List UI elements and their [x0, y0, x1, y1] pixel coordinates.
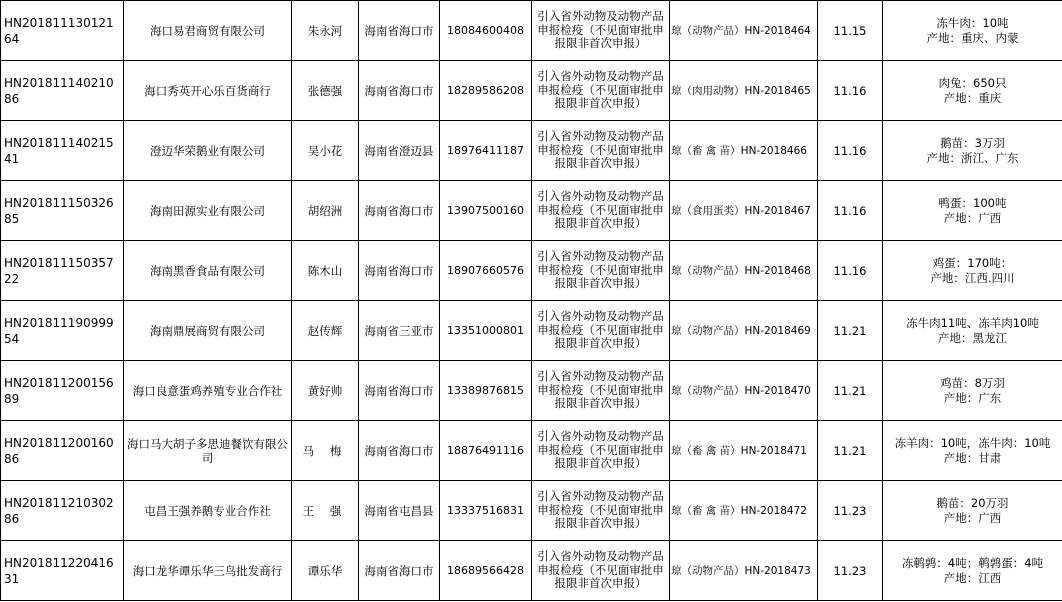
location-cell: 海南省海口市 — [359, 61, 440, 121]
contact-person-cell: 张德强 — [292, 61, 359, 121]
phone-cell: 18289586208 — [440, 61, 532, 121]
record-id-cell: HN201811200160 86 — [1, 421, 124, 481]
product-origin: 产地：广东 — [943, 390, 1002, 405]
certificate-number-cell: 琼（畜 禽 苗）HN-2018471 — [670, 421, 818, 481]
certificate-number-cell: 琼（食用蛋类）HN-2018467 — [670, 181, 818, 241]
company-name-cell: 海南黑香食品有限公司 — [124, 241, 292, 301]
contact-person-cell: 朱永河 — [292, 1, 359, 61]
table-row — [1, 121, 1062, 181]
certificate-number-cell: 琼（畜 禽 苗）HN-2018472 — [670, 481, 818, 541]
phone-cell: 18907660576 — [440, 241, 532, 301]
company-name-cell: 海口良意蛋鸡养殖专业合作社 — [124, 361, 292, 421]
product-cell — [883, 121, 1062, 181]
date-cell: 11.16 — [818, 121, 883, 181]
product-cell — [883, 61, 1062, 121]
phone-cell: 13351000801 — [440, 301, 532, 361]
date-cell: 11.15 — [818, 1, 883, 61]
table-row — [1, 1, 1062, 61]
application-type-cell: 引入省外动物及动物产品申报检疫（不见面审批申报限非首次申报） — [532, 541, 670, 601]
location-cell: 海南省海口市 — [359, 181, 440, 241]
product-quantity: 鹅苗：3万羽 — [940, 135, 1005, 150]
date-cell: 11.16 — [818, 181, 883, 241]
product-origin: 产地：江西 — [943, 570, 1002, 585]
table-row — [1, 421, 1062, 481]
table-row — [1, 241, 1062, 301]
application-type-cell: 引入省外动物及动物产品申报检疫（不见面审批申报限非首次申报） — [532, 421, 670, 481]
product-origin: 产地：广西 — [943, 510, 1002, 525]
product-quantity: 鹅苗：20万羽 — [936, 495, 1009, 510]
table-row — [1, 181, 1062, 241]
application-type-cell: 引入省外动物及动物产品申报检疫（不见面审批申报限非首次申报） — [532, 241, 670, 301]
certificate-number-cell: 琼（动物产品）HN-2018464 — [670, 1, 818, 61]
location-cell: 海南省海口市 — [359, 541, 440, 601]
contact-person-cell: 王 强 — [292, 481, 359, 541]
date-cell: 11.23 — [818, 481, 883, 541]
certificate-number-cell: 琼（动物产品）HN-2018468 — [670, 241, 818, 301]
date-cell: 11.16 — [818, 241, 883, 301]
product-quantity: 冻鹌鹑：4吨；鹌鹑蛋：4吨 — [901, 555, 1044, 570]
product-origin: 产地：浙江、广东 — [926, 150, 1019, 165]
product-quantity: 鸭蛋：100吨 — [938, 195, 1007, 210]
product-quantity: 肉兔：650只 — [938, 75, 1007, 90]
company-name-cell: 海口马大胡子多思迪餐饮有限公司 — [124, 421, 292, 481]
record-id-cell: HN201811220416 31 — [1, 541, 124, 601]
contact-person-cell: 陈木山 — [292, 241, 359, 301]
company-name-cell: 海南鼎展商贸有限公司 — [124, 301, 292, 361]
certificate-number-cell: 琼（肉用动物）HN-2018465 — [670, 61, 818, 121]
contact-person-cell: 赵传辉 — [292, 301, 359, 361]
contact-person-cell: 吴小花 — [292, 121, 359, 181]
product-cell — [883, 301, 1062, 361]
table-row — [1, 61, 1062, 121]
certificate-number-cell: 琼（动物产品）HN-2018470 — [670, 361, 818, 421]
product-cell — [883, 541, 1062, 601]
company-name-cell: 海口龙华谭乐华三鸟批发商行 — [124, 541, 292, 601]
application-type-cell: 引入省外动物及动物产品申报检疫（不见面审批申报限非首次申报） — [532, 301, 670, 361]
application-type-cell: 引入省外动物及动物产品申报检疫（不见面审批申报限非首次申报） — [532, 61, 670, 121]
product-cell — [883, 1, 1062, 61]
product-origin: 产地：重庆、内蒙 — [926, 30, 1019, 45]
location-cell: 海南省海口市 — [359, 241, 440, 301]
application-type-cell: 引入省外动物及动物产品申报检疫（不见面审批申报限非首次申报） — [532, 181, 670, 241]
certificate-number-cell: 琼（动物产品）HN-2018469 — [670, 301, 818, 361]
product-cell — [883, 481, 1062, 541]
company-name-cell: 海口秀英开心乐百货商行 — [124, 61, 292, 121]
application-type-cell: 引入省外动物及动物产品申报检疫（不见面审批申报限非首次申报） — [532, 481, 670, 541]
certificate-number-cell: 琼（畜 禽 苗）HN-2018466 — [670, 121, 818, 181]
application-type-cell: 引入省外动物及动物产品申报检疫（不见面审批申报限非首次申报） — [532, 121, 670, 181]
table-row — [1, 481, 1062, 541]
phone-cell: 18689566428 — [440, 541, 532, 601]
phone-cell: 18876491116 — [440, 421, 532, 481]
record-id-cell: HN201811210302 86 — [1, 481, 124, 541]
certificate-number-cell: 琼（动物产品）HN-2018473 — [670, 541, 818, 601]
product-origin: 产地：黑龙江 — [938, 330, 1007, 345]
location-cell: 海南省海口市 — [359, 1, 440, 61]
product-quantity: 鸡苗：8万羽 — [940, 375, 1005, 390]
phone-cell: 13337516831 — [440, 481, 532, 541]
date-cell: 11.21 — [818, 421, 883, 481]
product-cell — [883, 181, 1062, 241]
contact-person-cell: 胡绍洲 — [292, 181, 359, 241]
application-type-cell: 引入省外动物及动物产品申报检疫（不见面审批申报限非首次申报） — [532, 361, 670, 421]
location-cell: 海南省澄迈县 — [359, 121, 440, 181]
product-quantity: 鸡蛋：170吨： — [932, 255, 1013, 270]
record-id-cell: HN201811130121 64 — [1, 1, 124, 61]
contact-person-cell: 谭乐华 — [292, 541, 359, 601]
record-id-cell: HN201811190999 54 — [1, 301, 124, 361]
product-origin: 产地：甘肃 — [943, 450, 1002, 465]
location-cell: 海南省屯昌县 — [359, 481, 440, 541]
table-row — [1, 361, 1062, 421]
phone-cell: 13907500160 — [440, 181, 532, 241]
product-cell — [883, 361, 1062, 421]
product-origin: 产地：重庆 — [943, 90, 1002, 105]
product-quantity: 冻牛肉：10吨 — [936, 15, 1009, 30]
product-origin: 产地：江西.四川 — [930, 270, 1015, 285]
product-quantity: 冻羊肉：10吨，冻牛肉：10吨 — [894, 435, 1051, 450]
phone-cell: 13389876815 — [440, 361, 532, 421]
records-table-body — [1, 1, 1062, 601]
location-cell: 海南省三亚市 — [359, 301, 440, 361]
company-name-cell: 澄迈华荣鹅业有限公司 — [124, 121, 292, 181]
table-row — [1, 541, 1062, 601]
company-name-cell: 屯昌王强养鹅专业合作社 — [124, 481, 292, 541]
contact-person-cell: 黄好帅 — [292, 361, 359, 421]
product-cell — [883, 421, 1062, 481]
record-id-cell: HN201811150326 85 — [1, 181, 124, 241]
application-type-cell: 引入省外动物及动物产品申报检疫（不见面审批申报限非首次申报） — [532, 1, 670, 61]
product-cell — [883, 241, 1062, 301]
record-id-cell: HN201811200156 89 — [1, 361, 124, 421]
location-cell: 海南省海口市 — [359, 361, 440, 421]
company-name-cell: 海口易君商贸有限公司 — [124, 1, 292, 61]
date-cell: 11.16 — [818, 61, 883, 121]
product-quantity: 冻牛肉11吨、冻羊肉10吨 — [906, 315, 1039, 330]
record-id-cell: HN201811150357 22 — [1, 241, 124, 301]
location-cell: 海南省海口市 — [359, 421, 440, 481]
contact-person-cell: 马 梅 — [292, 421, 359, 481]
date-cell: 11.21 — [818, 361, 883, 421]
product-origin: 产地：广西 — [943, 210, 1002, 225]
phone-cell: 18976411187 — [440, 121, 532, 181]
record-id-cell: HN201811140215 41 — [1, 121, 124, 181]
date-cell: 11.21 — [818, 301, 883, 361]
company-name-cell: 海南田源实业有限公司 — [124, 181, 292, 241]
date-cell: 11.23 — [818, 541, 883, 601]
table-row — [1, 301, 1062, 361]
phone-cell: 18084600408 — [440, 1, 532, 61]
record-id-cell: HN201811140210 86 — [1, 61, 124, 121]
